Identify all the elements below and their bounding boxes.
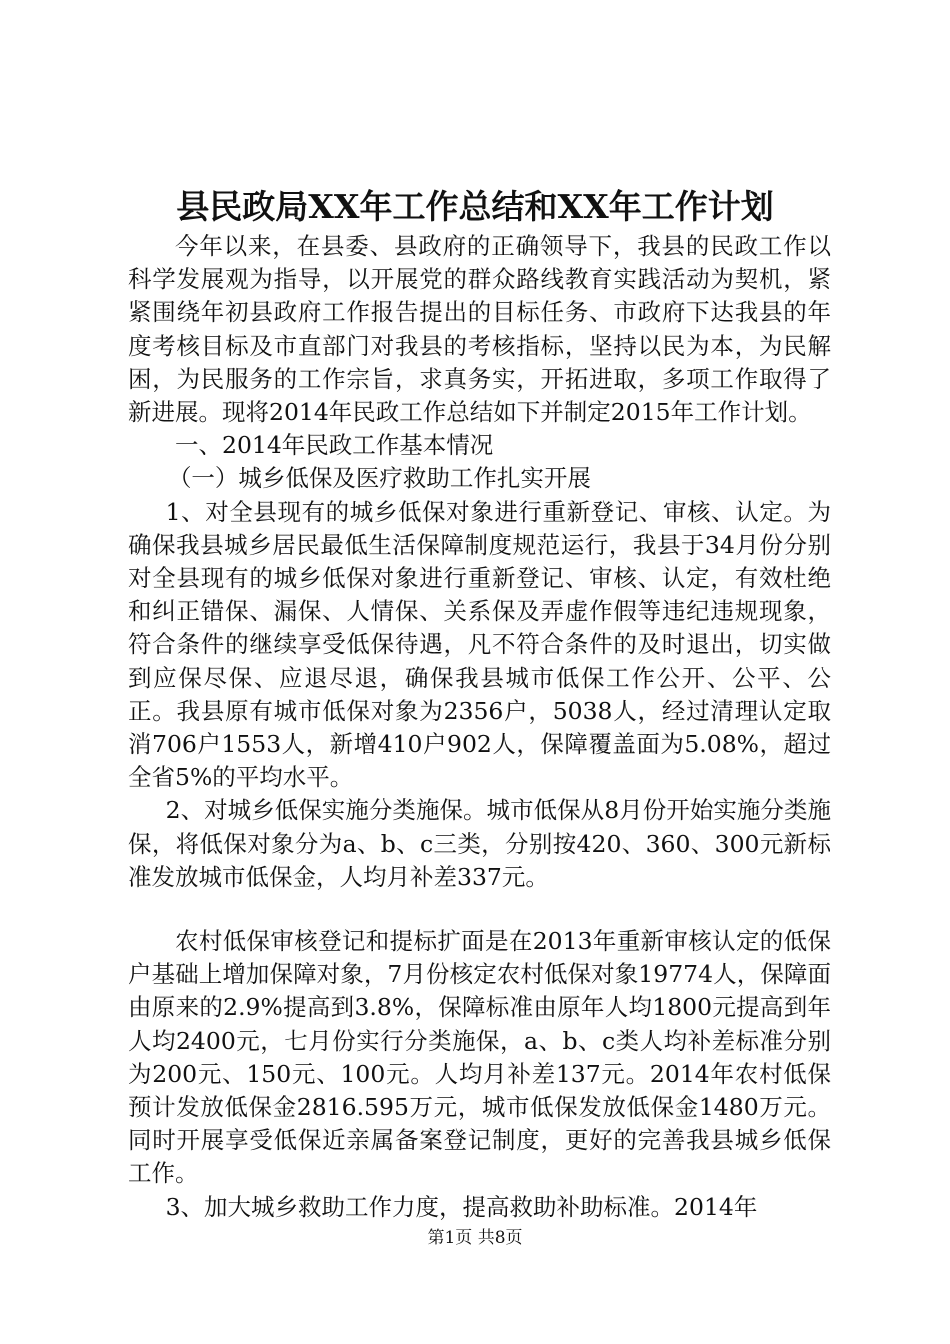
body-paragraph: 3、加大城乡救助工作力度，提高救助补助标准。2014年	[165, 1192, 758, 1221]
body-paragraph: 农村低保审核登记和提标扩面是在2013年重新审核认定的低保户基础上增加保障对象，7月份核定农村低保对象19774人，保障面由原来的2.9%提高到3.8%，保障标准由原年人均1800元提高到年人均2400元，七月份实行分类施保，a、b、c类人均补差标准分别为200元、150元、100元。人均月补差137元。2014年农村低保预计发放低保金2816.595万元，城市低保发放低保金1480万元。同时开展享受低保近亲属备案登记制度，更好的完善我县城乡低保工作。	[128, 927, 831, 1188]
section-heading: 一、2014年民政工作基本情况	[175, 431, 494, 460]
document-title: 县民政局XX年工作总结和XX年工作计划	[176, 187, 774, 226]
body-paragraph: 2、对城乡低保实施分类施保。城市低保从8月份开始实施分类施保，将低保对象分为a、b、c三类，分别按420、360、300元新标准发放城市低保金，人均月补差337元。	[128, 796, 831, 891]
intro-paragraph: 今年以来，在县委、县政府的正确领导下，我县的民政工作以科学发展观为指导，以开展党的群众路线教育实践活动为契机，紧紧围绕年初县政府工作报告提出的目标任务、市政府下达我县的年度考核目标及市直部门对我县的考核指标，坚持以民为本，为民解困，为民服务的工作宗旨，求真务实，开拓进取，多项工作取得了新进展。现将2014年民政工作总结如下并制定2015年工作计划。	[128, 232, 831, 427]
document-body	[128, 230, 831, 1224]
subsection-heading: （一）城乡低保及医疗救助工作扎实开展	[167, 464, 591, 493]
page-footer: 第1页 共8页	[427, 1228, 523, 1248]
body-paragraph: 1、对全县现有的城乡低保对象进行重新登记、审核、认定。为确保我县城乡居民最低生活保障制度规范运行，我县于34月份分别对全县现有的城乡低保对象进行重新登记、审核、认定，有效杜绝和纠正错保、漏保、人情保、关系保及弄虚作假等违纪违规现象，符合条件的继续享受低保待遇，凡不符合条件的及时退出，切实做到应保尽保、应退尽退，确保我县城市低保工作公开、公平、公正。我县原有城市低保对象为2356户，5038人，经过清理认定取消706户1553人，新增410户902人，保障覆盖面为5.08%，超过全省5%的平均水平。	[128, 497, 831, 792]
paragraph-spacer	[128, 894, 831, 925]
